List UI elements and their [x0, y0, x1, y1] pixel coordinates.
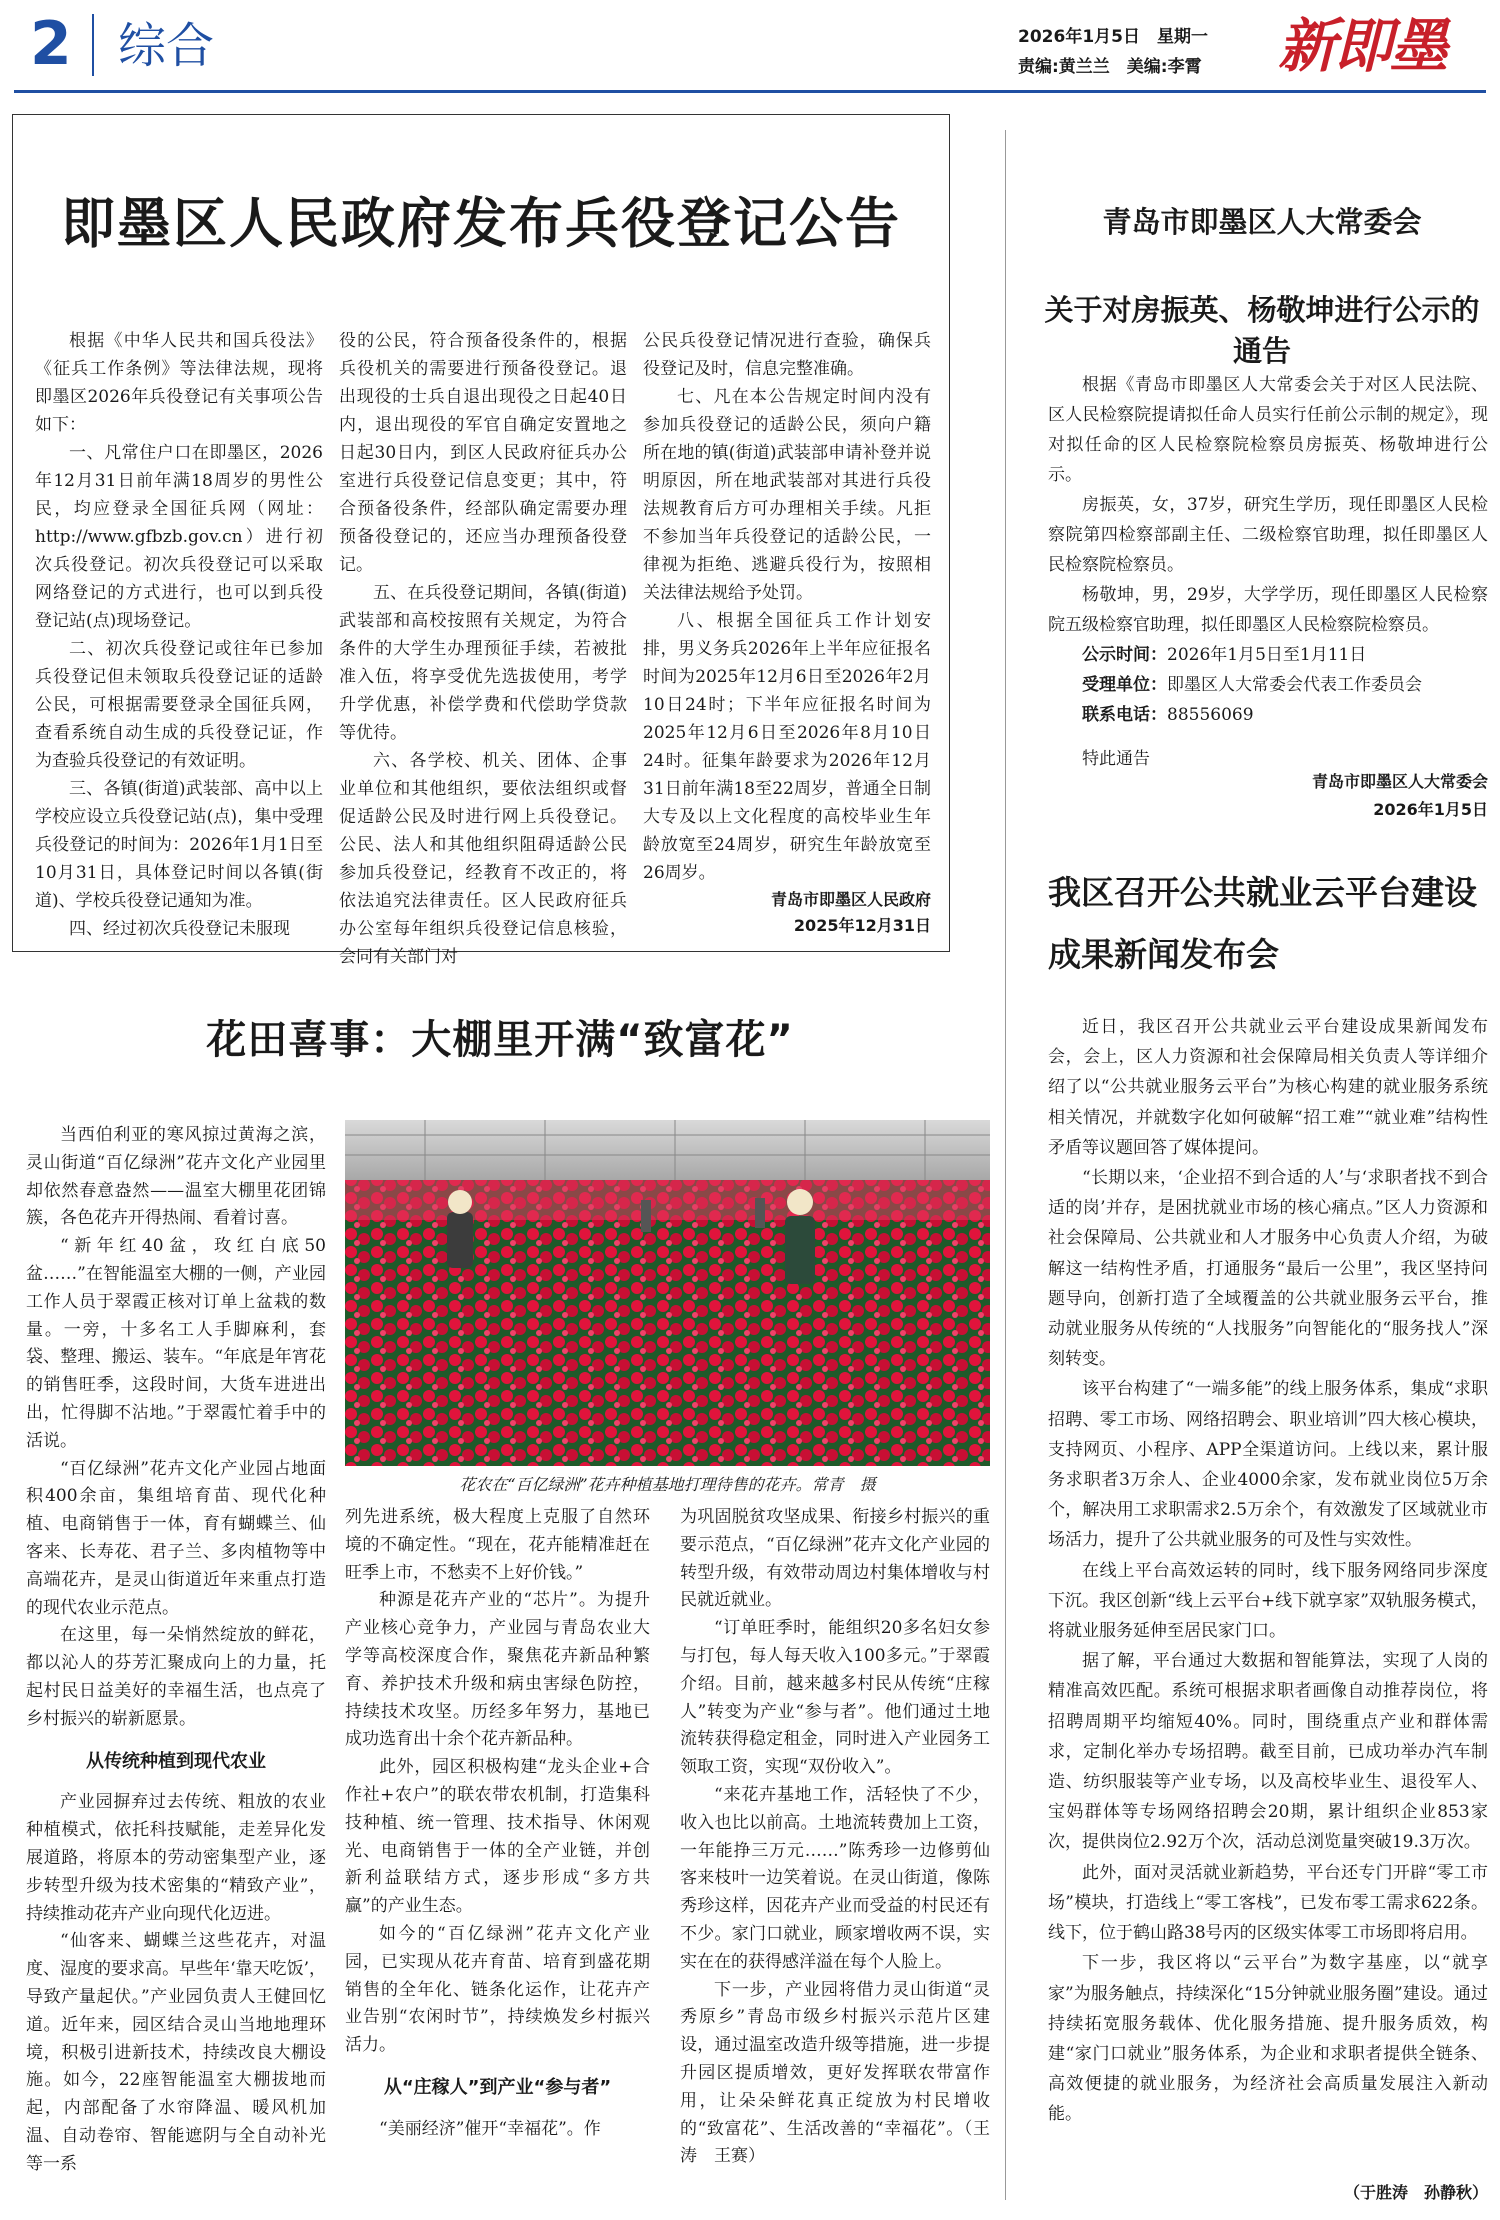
paragraph: 五、在兵役登记期间，各镇(街道)武装部和高校按照有关规定，为符合条件的大学生办理预征手续，若被批准入伍，将享受优先选拔使用，考学升学优惠，补偿学费和代偿助学贷款等优待。 — [339, 583, 627, 743]
notice-column-1 — [35, 327, 323, 943]
accepting-unit-label: 受理单位： — [1082, 675, 1167, 695]
paragraph: 当西伯利亚的寒风掠过黄海之滨，灵山街道“百亿绿洲”花卉文化产业园里却依然春意盎然——温室大棚里花团锦簇，各色花卉开得热闹、看着讨喜。 — [26, 1125, 326, 1229]
notice-signer: 青岛市即墨区人民政府 — [770, 890, 931, 909]
paragraph: “百亿绿洲”花卉文化产业园占地面积400余亩，集组培育苗、现代化种植、电商销售于一体，育有蝴蝶兰、仙客来、长寿花、君子兰、多肉植物等中高端花卉，是灵山街道近年来重点打造的现代农业示范点。 — [26, 1458, 326, 1618]
paragraph: 六、各学校、机关、团体、企事业单位和其他组织，要依法组织或督促适龄公民及时进行网上兵役登记。公民、法人和其他组织阻碍适龄公民参加兵役登记，经教育不改正的，将依法追究法律责任。区人民政府征兵办公室每年组织兵役登记信息核验，会同有关部门对 — [339, 751, 627, 967]
paragraph: 七、凡在本公告规定时间内没有参加兵役登记的适龄公民，须向户籍所在地的镇(街道)武装部申请补登并说明原因，所在地武装部对其进行兵役法规教育后方可办理相关手续。凡拒不参加当年兵役登记的适龄公民，一律视为拒绝、逃避兵役行为，按照相关法律法规给予处罚。 — [643, 387, 931, 603]
masthead-logo: 新即墨 — [1278, 12, 1447, 80]
employment-byline: （于胜涛 孙静秋） — [1343, 2183, 1488, 2202]
notice-title: 即墨区人民政府发布兵役登记公告 — [61, 192, 901, 255]
subheading-traditional-to-modern: 从传统种植到现代农业 — [86, 1750, 266, 1772]
paragraph: 该平台构建了“一端多能”的线上服务体系，集成“求职招聘、零工市场、网络招聘会、职业培训”四大核心模块，支持网页、小程序、APP全渠道访问。上线以来，累计服务求职者3万余人、企业4000余家，发布就业岗位5万余个，解决用工求职需求2.5万余个，有效激发了区域就业市场活力，提升了公共就业服务的可及性与实效性。 — [1048, 1379, 1488, 1551]
header-separator — [92, 14, 94, 76]
paragraph: “仙客来、蝴蝶兰这些花卉，对温度、湿度的要求高。早些年‘靠天吃饭’，导致产量起伏。”产业园负责人王健回忆道。近年来，园区结合灵山当地地理环境，积极引进新技术，持续改良大棚设施。如今，22座智能温室大棚拔地而起，内部配备了水帘降温、暖风机加温、自动卷帘、智能遮阴与全自动补光等一系 — [26, 1931, 326, 2174]
paragraph: 公民兵役登记情况进行查验，确保兵役登记及时，信息完整准确。 — [643, 331, 931, 379]
greenhouse-photo — [345, 1120, 990, 1466]
paragraph: 役的公民，符合预备役条件的，根据兵役机关的需要进行预备役登记。退出现役的士兵自退出现役之日起40日内，退出现役的军官自确定安置地之日起30日内，到区人民政府征兵办公室进行兵役登记信息变更；其中，符合预备役条件，经部队确定需要办理预备役登记的，还应当办理预备役登记。 — [339, 331, 627, 575]
closing-line: 特此通告 — [1082, 749, 1150, 769]
flower-column-2 — [345, 1504, 650, 2144]
paragraph: 近日，我区召开公共就业云平台建设成果新闻发布会，会上，区人力资源和社会保障局相关负责人等详细介绍了以“公共就业服务云平台”为核心构建的就业服务系统相关情况，并就数字化如何破解“招工难”“就业难”结构性矛盾等议题回答了媒体提问。 — [1048, 1017, 1488, 1158]
paragraph: 根据《青岛市即墨区人大常委会关于对区人民法院、区人民检察院提请拟任命人员实行任前公示制的规定》，现对拟任命的区人民检察院检察员房振英、杨敬坤进行公示。 — [1048, 375, 1488, 485]
paragraph: 为巩固脱贫攻坚成果、衔接乡村振兴的重要示范点，“百亿绿洲”花卉文化产业园的转型升级，有效带动周边村集体增收与村民就近就业。 — [680, 1507, 990, 1611]
paragraph: “新年红40盆，玫红白底50盆……”在智能温室大棚的一侧，产业园工作人员于翠霞正核对订单上盆栽的数量。一旁，十多名工人手脚麻利，套袋、整理、搬运、装车。“年底是年宵花的销售旺季，这段时间，大货车进进出出，忙得脚不沾地。”于翠霞忙着手中的活说。 — [26, 1236, 326, 1451]
paragraph: 在这里，每一朵悄然绽放的鲜花，都以沁人的芬芳汇聚成向上的力量，托起村民日益美好的幸福生活，也点亮了乡村振兴的崭新愿景。 — [26, 1625, 326, 1729]
editor-credits: 责编:黄兰兰 美编:李霄 — [1018, 57, 1202, 77]
paragraph: 八、根据全国征兵工作计划安排，男义务兵2026年上半年应征报名时间为2025年12月6日至2026年2月10日24时；下半年应征报名时间为2025年12月6日至2026年8月10日24时。征集年龄要求为2026年12月31日前年满18至22周岁，普通全日制大专及以上文化程度的高校毕业生年龄放宽至24周岁，研究生年龄放宽至26周岁。 — [643, 611, 931, 883]
paragraph: “来花卉基地工作，活轻快了不少，收入也比以前高。土地流转费加上工资，一年能挣三万元……”陈秀珍一边修剪仙客来枝叶一边笑着说。在灵山街道，像陈秀珍这样，因花卉产业而受益的村民还有不少。家门口就业，顾家增收两不误，实实在在的获得感洋溢在每个人脸上。 — [680, 1784, 990, 1972]
contact-phone-label: 联系电话： — [1082, 705, 1167, 725]
paragraph: 二、初次兵役登记或往年已参加兵役登记但未领取兵役登记证的适龄公民，可根据需要登录全国征兵网，查看系统自动生成的兵役登记证，作为查验兵役登记的有效证明。 — [35, 639, 323, 771]
subheading-farmer-to-participant: 从“庄稼人”到产业“参与者” — [383, 2076, 612, 2098]
notice-column-3 — [643, 327, 931, 939]
notice-date: 2025年12月31日 — [793, 916, 931, 935]
contact-phone — [1048, 700, 1488, 730]
congress-notice-title: 青岛市即墨区人大常委会 — [1102, 205, 1422, 239]
paragraph: 据了解，平台通过大数据和智能算法，实现了人岗的精准高效匹配。系统可根据求职者画像自动推荐岗位，将招聘周期平均缩短40%。同时，围绕重点产业和群体需求，定制化举办专场招聘。截至目前，已成功举办汽车制造、纺织服装等产业专场，以及高校毕业生、退役军人、宝妈群体等专场网络招聘会20期，累计组织企业853家次，提供岗位2.92万个次，活动总浏览量突破19.3万次。 — [1048, 1651, 1488, 1853]
accepting-unit — [1048, 670, 1488, 700]
military-registration-notice — [12, 114, 950, 967]
paragraph: 种源是花卉产业的“芯片”。为提升产业核心竞争力，产业园与青岛农业大学等高校深度合作，聚焦花卉新品种繁育、养护技术升级和病虫害绿色防控，持续技术攻坚。历经多年努力，基地已成功选育出十余个花卉新品种。 — [345, 1590, 650, 1750]
flower-article-title: 花田喜事：大棚里开满“致富花” — [206, 1017, 794, 1063]
paragraph: 下一步，产业园将借力灵山街道“灵秀原乡”青岛市级乡村振兴示范片区建设，通过温室改造升级等措施，进一步提升园区提质增效，更好发挥联农带富作用，让朵朵鲜花真正绽放为村民增收的“致富花”、生活改善的“幸福花”。（王涛 王赛） — [680, 1979, 990, 2167]
paragraph: “订单旺季时，能组织20多名妇女参与打包，每人每天收入100多元。”于翠霞介绍。目前，越来越多村民从传统“庄稼人”转变为产业“参与者”。他们通过土地流转获得稳定租金，同时进入产业园务工领取工资，实现“双份收入”。 — [680, 1618, 990, 1778]
paragraph: “长期以来，‘企业招不到合适的人’与‘求职者找不到合适的岗’并存，是困扰就业市场的核心痛点。”区人力资源和社会保障局、公共就业和人才服务中心负责人介绍，为破解这一结构性矛盾，打通服务“最后一公里”，我区坚持问题导向，创新打造了全域覆盖的公共就业服务云平台，推动就业服务从传统的“人找服务”向智能化的“服务找人”深刻转变。 — [1048, 1168, 1488, 1370]
accepting-unit-value: 即墨区人大常委会代表工作委员会 — [1167, 675, 1422, 695]
public-period-label: 公示时间： — [1082, 645, 1167, 665]
congress-notice-body — [1048, 370, 1488, 774]
employment-article-body — [1048, 1012, 1488, 2130]
issue-date: 2026年1月5日 星期一 — [1018, 27, 1208, 47]
flower-column-3 — [680, 1504, 990, 2171]
congress-signature — [1048, 768, 1488, 824]
public-period-value: 2026年1月5日至1月11日 — [1167, 645, 1367, 665]
paragraph: 此外，园区积极构建“龙头企业+合作社+农户”的联农带农机制，打造集科技种植、统一管理、技术指导、休闲观光、电商销售于一体的全产业链，并创新利益联结方式，逐步形成“多方共赢”的产业生态。 — [345, 1757, 650, 1917]
paragraph: 一、凡常住户口在即墨区，2026年12月31日前年满18周岁的男性公民，均应登录全国征兵网（网址：http://www.gfbzb.gov.cn）进行初次兵役登记。初次兵役登记可以采取网络登记的方式进行，也可以到兵役登记站(点)现场登记。 — [35, 443, 323, 631]
notice-column-2 — [339, 327, 627, 971]
paragraph: 如今的“百亿绿洲”花卉文化产业园，已实现从花卉育苗、培育到盛花期销售的全年化、链条化运作，让花卉产业告别“农闲时节”，持续焕发乡村振兴活力。 — [345, 1923, 650, 2056]
column-divider — [1005, 130, 1006, 2200]
paragraph: 在线上平台高效运转的同时，线下服务网络同步深度下沉。我区创新“线上云平台+线下就享家”双轨服务模式，将就业服务延伸至居民家门口。 — [1048, 1560, 1488, 1642]
page-number: 2 — [30, 9, 72, 79]
flower-column-1 — [26, 1122, 326, 2178]
paragraph: 杨敬坤，男，29岁，大学学历，现任即墨区人民检察院五级检察官助理，拟任即墨区人民检察院检察员。 — [1048, 585, 1488, 635]
congress-signer: 青岛市即墨区人大常委会 — [1311, 772, 1488, 791]
section-title: 综合 — [118, 18, 215, 74]
paragraph: 列先进系统，极大程度上克服了自然环境的不确定性。“现在，花卉能精准赶在旺季上市，不愁卖不上好价钱。” — [345, 1507, 650, 1583]
public-period — [1048, 640, 1488, 670]
paragraph: “美丽经济”催开“幸福花”。作 — [379, 2118, 601, 2139]
employment-article-title: 我区召开公共就业云平台建设成果新闻发布会 — [1048, 873, 1477, 974]
congress-date: 2026年1月5日 — [1373, 800, 1488, 819]
paragraph: 房振英，女，37岁，研究生学历，现任即墨区人民检察院第四检察部副主任、二级检察官助理，拟任即墨区人民检察院检察员。 — [1048, 495, 1488, 575]
paragraph: 此外，面对灵活就业新趋势，平台还专门开辟“零工市场”模块，打造线上“零工客栈”，已发布零工需求622条。线下，位于鹤山路38号丙的区级实体零工市场即将启用。 — [1048, 1862, 1488, 1944]
congress-notice-subtitle: 关于对房振英、杨敬坤进行公示的通告 — [1044, 293, 1480, 368]
contact-phone-value: 88556069 — [1167, 705, 1254, 725]
header-rule — [14, 90, 1486, 93]
paragraph: 四、经过初次兵役登记未服现 — [69, 919, 290, 939]
photo-caption: 花农在“百亿绿洲”花卉种植基地打理待售的花卉。常青 摄 — [459, 1475, 876, 1494]
paragraph: 根据《中华人民共和国兵役法》《征兵工作条例》等法律法规，现将即墨区2026年兵役登记有关事项公告如下： — [35, 331, 323, 435]
paragraph: 三、各镇(街道)武装部、高中以上学校应设立兵役登记站(点)，集中受理兵役登记的时间为：2026年1月1日至10月31日，具体登记时间以各镇(街道)、学校兵役登记通知为准。 — [35, 779, 323, 911]
paragraph: 产业园摒弃过去传统、粗放的农业种植模式，依托科技赋能，走差异化发展道路，将原本的劳动密集型产业，逐步转型升级为技术密集的“精致产业”，持续推动花卉产业向现代化迈进。 — [26, 1792, 326, 1924]
greenhouse-photo-illustration — [345, 1120, 990, 1466]
paragraph: 下一步，我区将以“云平台”为数字基座，以“就享家”为服务触点，持续深化“15分钟就业服务圈”建设。通过持续拓宽服务载体、优化服务措施、提升服务质效，构建“家门口就业”服务体系，为企业和求职者提供全链条、高效便捷的就业服务，为经济社会高质量发展注入新动能。 — [1048, 1953, 1488, 2125]
